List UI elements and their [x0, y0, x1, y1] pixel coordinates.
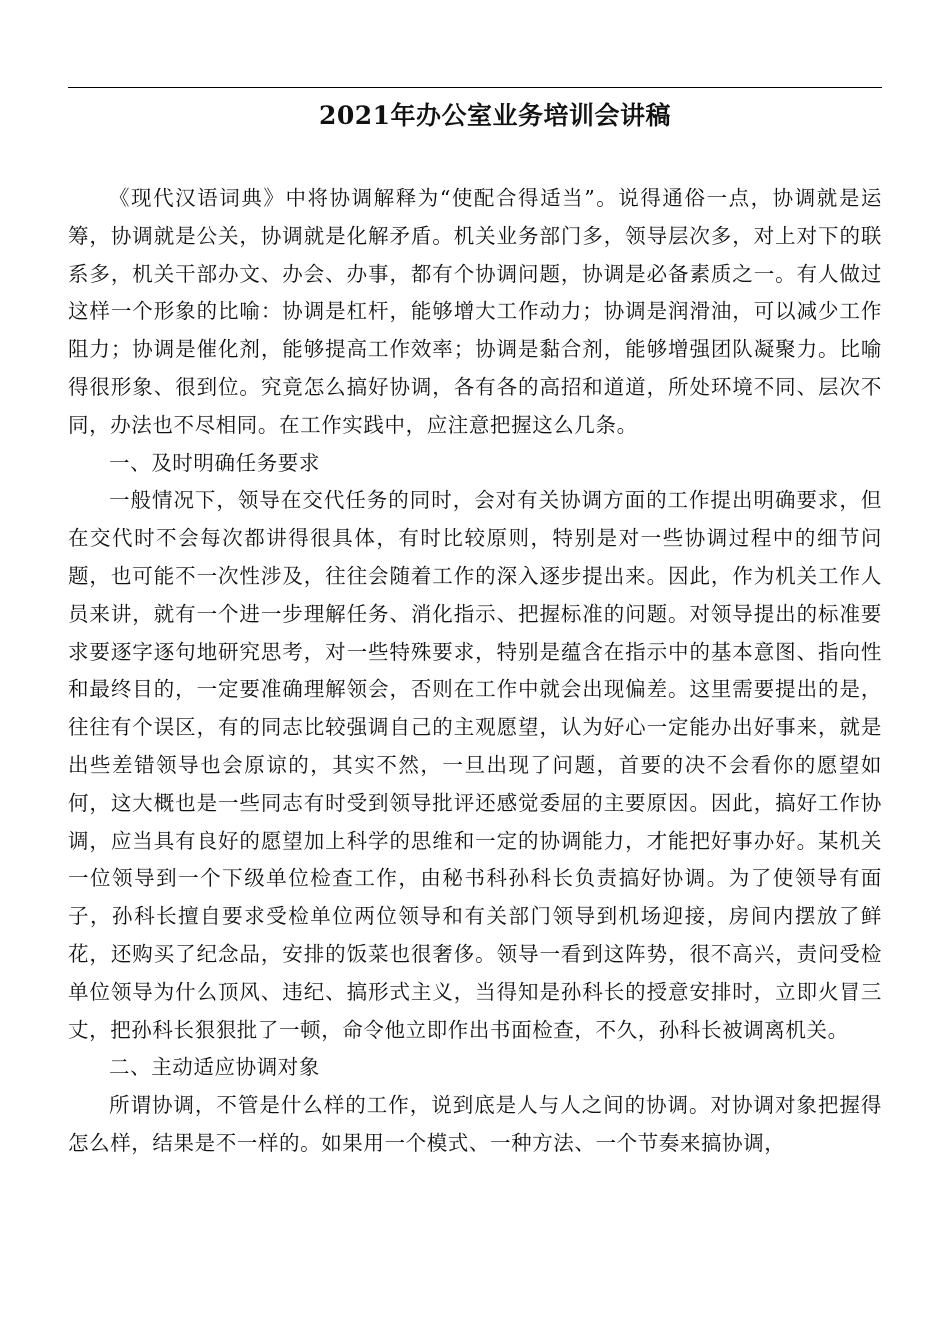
section-heading-2: 二、主动适应协调对象	[109, 1055, 320, 1080]
paragraph-section-1: 一般情况下，领导在交代任务的同时，会对有关协调方面的工作提出明确要求，但在交代时不会每次都讲得很具体，有时比较原则，特别是对一些协调过程中的细节问题，也可能不一次性涉及，往往会随着工作的深入逐步提出来。因此，作为机关工作人员来讲，就有一个进一步理解任务、消化指示、把握标准的问题。对领导提出的标准要求要逐字逐句地研究思考，对一些特殊要求，特别是蕴含在指示中的基本意图、指向性和最终目的，一定要准确理解领会，否则在工作中就会出现偏差。这里需要提出的是，往往有个误区，有的同志比较强调自己的主观愿望，认为好心一定能办出好事来，就是出些差错领导也会原谅的，其实不然，一旦出现了问题，首要的决不会看你的愿望如何，这大概也是一些同志有时受到领导批评还感觉委屈的主要原因。因此，搞好工作协调，应当具有良好的愿望加上科学的思维和一定的协调能力，才能把好事办好。某机关一位领导到一个下级单位检查工作，由秘书科孙科长负责搞好协调。为了使领导有面子，孙科长擅自要求受检单位两位领导和有关部门领导到机场迎接，房间内摆放了鲜花，还购买了纪念品，安排的饭菜也很奢侈。领导一看到这阵势，很不高兴，责问受检单位领导为什么顶风、违纪、搞形式主义，当得知是孙科长的授意安排时，立即火冒三丈，把孙科长狠狠批了一顿，命令他立即作出书面检查，不久，孙科长被调离机关。	[68, 488, 882, 1042]
paragraph-section-2: 所谓协调，不管是什么样的工作，说到底是人与人之间的协调。对协调对象把握得怎么样，结果是不一样的。如果用一个模式、一种方法、一个节奏来搞协调，	[68, 1093, 882, 1155]
section-heading-1: 一、及时明确任务要求	[109, 450, 320, 475]
paragraph-intro: 《现代汉语词典》中将协调解释为“使配合得适当”。说得通俗一点，协调就是运筹，协调就是公关，协调就是化解矛盾。机关业务部门多，领导层次多，对上对下的联系多，机关干部办文、办会、办事，都有个协调问题，协调是必备素质之一。有人做过这样一个形象的比喻：协调是杠杆，能够增大工作动力；协调是润滑油，可以减少工作阻力；协调是催化剂，能够提高工作效率；协调是黏合剂，能够增强团队凝聚力。比喻得很形象、很到位。究竟怎么搞好协调，各有各的高招和道道，所处环境不同、层次不同，办法也不尽相同。在工作实践中，应注意把握这么几条。	[68, 186, 882, 437]
document-title: 2021年办公室业务培训会讲稿	[318, 101, 672, 130]
document-body	[68, 180, 882, 1163]
header-rule	[68, 87, 882, 88]
